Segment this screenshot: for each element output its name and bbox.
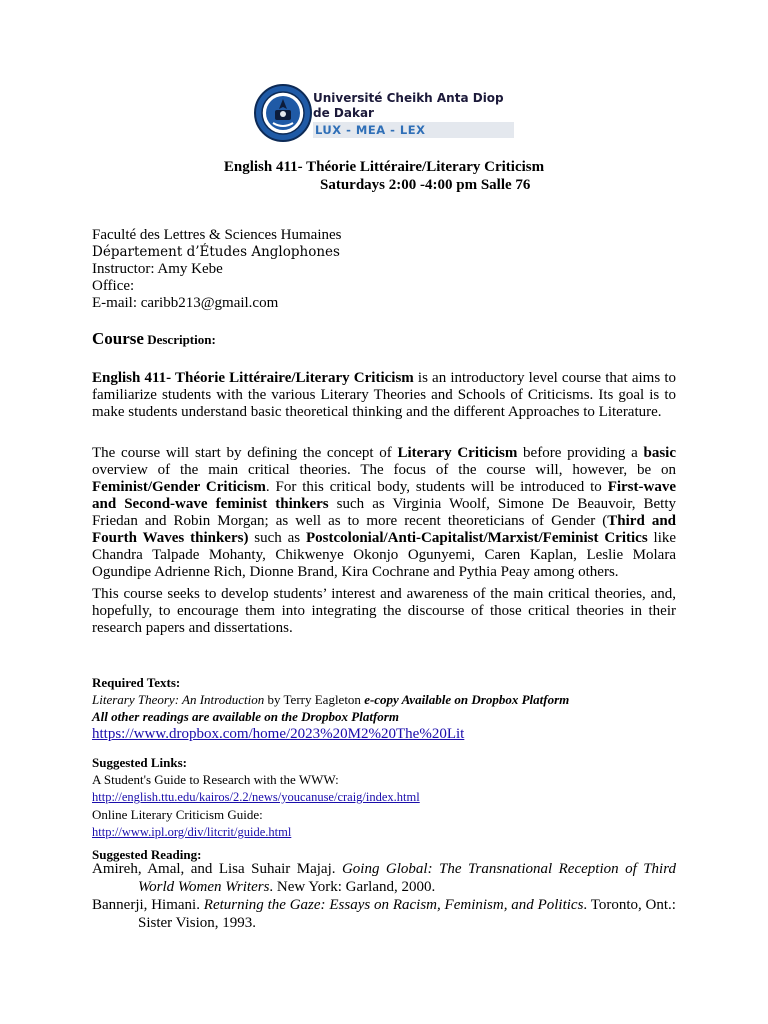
p2-bold-first-second-wave: First-wave and Second-wave feminist thinkers	[92, 479, 676, 512]
p2-text-3: overview of the main critical theories. The focus of the course will, however, be on	[92, 462, 676, 478]
instructor: Instructor: Amy Kebe	[92, 261, 223, 277]
office: Office:	[92, 278, 135, 294]
course-info	[92, 227, 342, 312]
p2-text-7: like Chandra Talpade Mohanty, Chikwenye Okonjo Ogunyemi, Caren Kaplan, Leslie Molara Ogundipe Adrienne Rich, Dionne Brand, Kira Cochrane and Pythia Peay among others.	[92, 530, 677, 580]
ref1-authors: Amireh, Amal, and Lisa Suhair Majaj.	[92, 861, 342, 877]
suggested-reading-list	[92, 860, 676, 932]
department: Département d’Études Anglophones	[92, 244, 340, 260]
university-logo	[253, 83, 515, 149]
course-title: English 411- Théorie Littéraire/Literary Criticism	[223, 159, 545, 175]
description-paragraph-2	[92, 445, 676, 581]
ref2-authors: Bannerji, Himani.	[92, 897, 204, 913]
university-seal-icon	[253, 83, 313, 143]
book-author: by Terry Eagleton	[264, 692, 365, 707]
faculty: Faculté des Lettres & Sciences Humaines	[92, 227, 342, 243]
ref2-publication: . Toronto, Ont.: Sister Vision, 1993.	[138, 897, 676, 931]
reference-item	[92, 860, 676, 896]
required-texts	[92, 674, 569, 743]
online-guide-link[interactable]: http://www.ipl.org/div/litcrit/guide.html	[92, 825, 292, 839]
university-name	[313, 91, 504, 121]
required-texts-heading: Required Texts:	[92, 675, 181, 690]
p2-text-1: The course will start by defining the concept of	[92, 445, 398, 461]
required-book	[92, 691, 569, 708]
suggested-reading-heading: Suggested Reading:	[92, 847, 202, 862]
ecopy-note: e-copy Available on Dropbox Platform	[364, 692, 570, 707]
suggested-links-heading: Suggested Links:	[92, 755, 187, 770]
p2-bold-feminist-criticism: Feminist/Gender Criticism	[92, 479, 266, 495]
email: E-mail: caribb213@gmail.com	[92, 295, 279, 311]
dropbox-link[interactable]: https://www.dropbox.com/home/2023%20M2%20The%20Lit	[92, 726, 465, 742]
course-description-heading	[92, 329, 216, 349]
reference-item	[92, 896, 676, 932]
guide-link[interactable]: http://english.ttu.edu/kairos/2.2/news/youcanuse/craig/index.html	[92, 790, 420, 804]
university-name-line2: de Dakar	[313, 106, 374, 120]
description-paragraph-1	[92, 370, 676, 421]
description-paragraph-3: This course seeks to develop students’ interest and awareness of the main critical theories, and, hopefully, to encourage them into integrating the discourse of those critical theories in their research papers and dissertations.	[92, 586, 676, 636]
p1-course-name: English 411- Théorie Littéraire/Literary Criticism	[92, 370, 414, 386]
course-schedule: Saturdays 2:00 -4:00 pm Salle 76	[320, 177, 531, 193]
ref2-title: Returning the Gaze: Essays on Racism, Feminism, and Politics	[203, 897, 584, 913]
online-guide-label: Online Literary Criticism Guide:	[92, 807, 263, 822]
ref1-title: Going Global: The Transnational Reception of Third World Women Writers	[138, 861, 676, 895]
p2-bold-postcolonial-critics: Postcolonial/Anti-Capitalist/Marxist/Feminist Critics	[306, 530, 648, 546]
heading-description-word: Description:	[147, 332, 216, 347]
university-motto: LUX - MEA - LEX	[315, 123, 426, 137]
heading-course-word: Course	[92, 329, 144, 348]
ref1-publication: . New York: Garland, 2000.	[269, 879, 436, 895]
p2-bold-literary-criticism: Literary Criticism	[397, 445, 518, 461]
p2-text-5: such as Virginia Woolf, Simone De Beauvoir, Betty Friedan and Robin Morgan; as well as to more recent theoreticians of Gender (	[92, 496, 676, 529]
p2-bold-third-fourth-wave: Third and Fourth Waves thinkers)	[92, 513, 677, 546]
other-readings-note: All other readings are available on the Dropbox Platform	[92, 709, 399, 724]
suggested-links	[92, 754, 420, 841]
p2-bold-basic: basic	[643, 445, 677, 461]
guide-label: A Student's Guide to Research with the WWW:	[92, 772, 339, 787]
p2-text-6: such as	[248, 530, 307, 546]
p1-text: is an introductory level course that aims to familiarize students with the various Literary Theories and Schools of Criticisms. Its goal is to make students understand basic theoretical thinking and the different Approaches to Literature.	[92, 370, 676, 420]
book-title: Literary Theory: An Introduction	[92, 692, 265, 707]
p2-text-4: . For this critical body, students will be introduced to	[265, 479, 608, 495]
p2-text-2: before providing a	[517, 445, 644, 461]
university-name-line1: Université Cheikh Anta Diop	[313, 91, 504, 105]
